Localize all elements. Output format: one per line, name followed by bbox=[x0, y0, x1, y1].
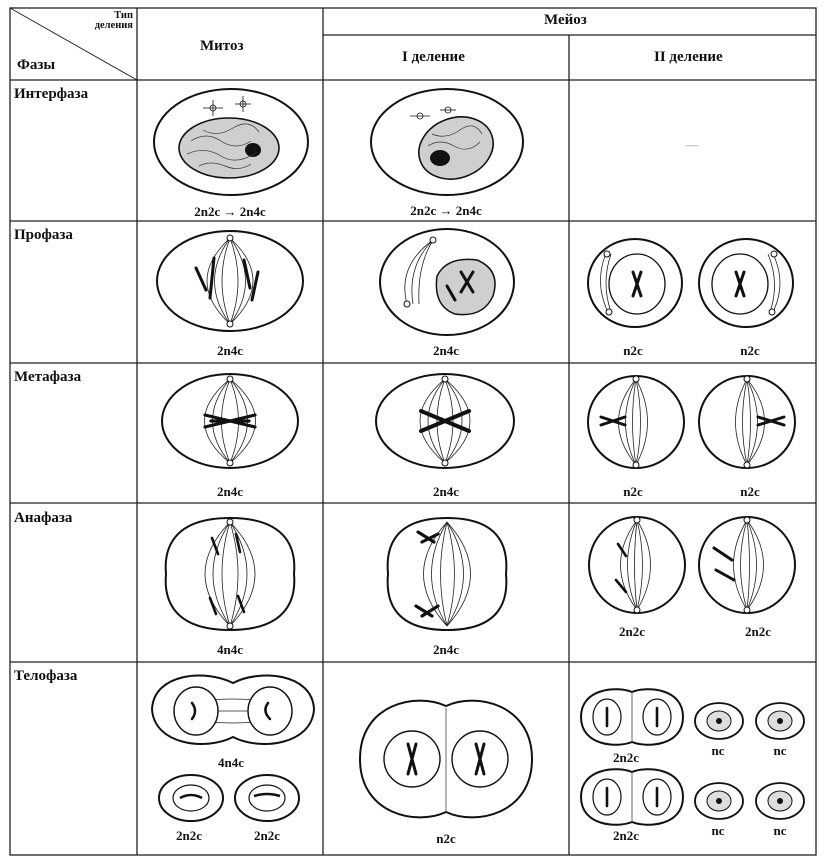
formula-prophase-meiosis2-b: n2c bbox=[740, 343, 760, 358]
phase-prophase: Профаза bbox=[14, 227, 73, 243]
formula-anaphase-mitosis: 4n4c bbox=[217, 642, 243, 657]
formula-interphase-mitosis: 2n2c → 2n4c bbox=[194, 204, 266, 219]
cell-prophase-meiosis2-b bbox=[696, 236, 796, 330]
formula-metaphase-meiosis2-b: n2c bbox=[740, 484, 760, 499]
formula-prophase-meiosis1: 2n4c bbox=[433, 343, 459, 358]
header-division-type-line1: Тип bbox=[114, 10, 133, 21]
formula-telophase-meiosis1: n2c bbox=[436, 831, 456, 846]
formula-interphase-meiosis2: — bbox=[685, 137, 699, 152]
cell-metaphase-meiosis2-a bbox=[585, 373, 687, 471]
header-meiosis: Мейоз bbox=[544, 12, 587, 28]
cell-telophase-meiosis2-small-b bbox=[753, 700, 807, 742]
formula-telophase-meiosis2-b: nc bbox=[711, 743, 725, 758]
formula-telophase-meiosis2-a: 2n2c bbox=[613, 750, 639, 765]
cell-telophase-meiosis2-dividing-b bbox=[577, 766, 687, 828]
formula-metaphase-meiosis1: 2n4c bbox=[433, 484, 459, 499]
formula-prophase-mitosis: 2n4c bbox=[217, 343, 243, 358]
cell-telophase-meiosis2-small-a bbox=[692, 700, 746, 742]
phase-anaphase: Анафаза bbox=[14, 510, 73, 526]
header-mitosis: Митоз bbox=[200, 38, 244, 54]
phase-metaphase: Метафаза bbox=[14, 369, 82, 385]
cell-prophase-mitosis bbox=[154, 228, 307, 334]
formula-telophase-mitosis-b: 2n2c bbox=[176, 828, 202, 843]
cell-prophase-meiosis2-a bbox=[585, 236, 685, 330]
header-meiosis-2: II деление bbox=[654, 49, 723, 65]
header-phases: Фазы bbox=[17, 57, 56, 73]
formula-telophase-meiosis2-e: nc bbox=[711, 823, 725, 838]
cell-interphase-mitosis bbox=[151, 86, 311, 198]
cell-anaphase-meiosis2-b bbox=[696, 514, 798, 616]
header-division-type bbox=[95, 11, 133, 31]
formula-metaphase-meiosis2-a: n2c bbox=[623, 484, 643, 499]
formula-interphase-meiosis1: 2n2c → 2n4c bbox=[410, 203, 482, 218]
cell-metaphase-meiosis2-b bbox=[696, 373, 798, 471]
cell-telophase-mitosis-daughter-b bbox=[232, 772, 302, 824]
header-division-type-line2: деления bbox=[94, 20, 133, 31]
cell-anaphase-meiosis1 bbox=[382, 512, 512, 636]
formula-telophase-meiosis2-f: nc bbox=[773, 823, 787, 838]
formula-anaphase-meiosis2-a: 2n2c bbox=[619, 624, 645, 639]
formula-anaphase-meiosis2-b: 2n2c bbox=[745, 624, 771, 639]
cell-interphase-meiosis1 bbox=[368, 86, 526, 198]
formula-telophase-mitosis-c: 2n2c bbox=[254, 828, 280, 843]
cell-anaphase-meiosis2-a bbox=[586, 514, 688, 616]
formula-telophase-mitosis-a: 4n4c bbox=[218, 755, 244, 770]
cell-anaphase-mitosis bbox=[160, 512, 300, 636]
phase-interphase: Интерфаза bbox=[14, 86, 89, 102]
formula-anaphase-meiosis1: 2n4c bbox=[433, 642, 459, 657]
formula-telophase-meiosis2-d: 2n2c bbox=[613, 828, 639, 843]
formula-telophase-meiosis2-c: nc bbox=[773, 743, 787, 758]
formula-metaphase-mitosis: 2n4c bbox=[217, 484, 243, 499]
cell-telophase-mitosis-daughter-a bbox=[156, 772, 226, 824]
cell-telophase-meiosis2-small-d bbox=[753, 780, 807, 822]
phase-telophase: Телофаза bbox=[14, 668, 78, 684]
cell-telophase-meiosis2-dividing-a bbox=[577, 686, 687, 748]
cell-telophase-meiosis2-small-c bbox=[692, 780, 746, 822]
header-meiosis-1: I деление bbox=[402, 49, 465, 65]
cell-metaphase-meiosis1 bbox=[373, 371, 517, 471]
cell-metaphase-mitosis bbox=[159, 371, 301, 471]
cell-prophase-meiosis1 bbox=[377, 226, 517, 338]
cell-telophase-mitosis-dividing bbox=[146, 669, 320, 751]
cell-telophase-meiosis1 bbox=[356, 696, 536, 822]
formula-prophase-meiosis2-a: n2c bbox=[623, 343, 643, 358]
